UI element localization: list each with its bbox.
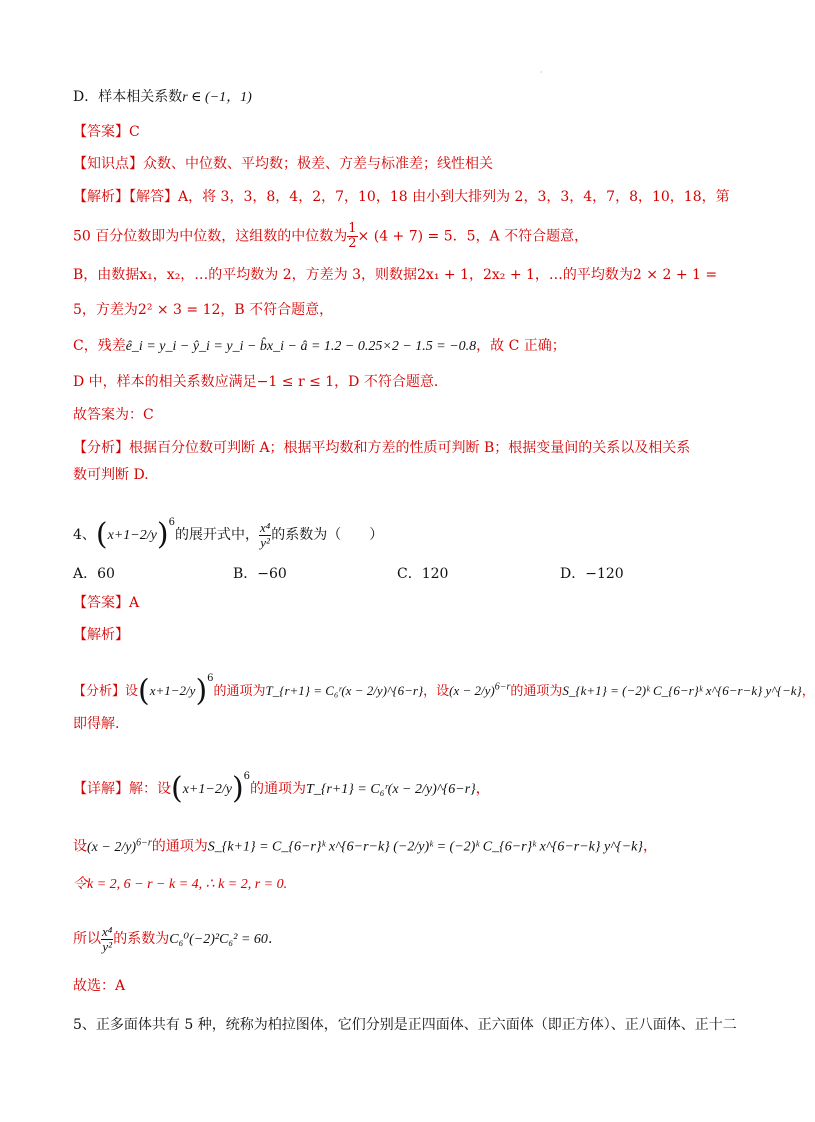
page-mark: ·	[540, 68, 543, 77]
q4-step4-math: C₆⁰(−2)²C₆² = 60	[169, 932, 268, 947]
q3-analysis-line-5	[73, 337, 566, 356]
q4-detail-power: 6	[243, 771, 251, 782]
right-paren: )	[156, 517, 169, 552]
q4-step2-mid: 的通项为	[151, 838, 208, 855]
q3-option-d-math: r ∈ (−1，1)	[182, 90, 252, 105]
q4-number: 4、	[73, 527, 96, 543]
q4-conclusion: 故选：A	[73, 978, 126, 994]
target-numerator: x⁴	[102, 923, 113, 939]
q4-detail-expr: x+1−2/y	[182, 782, 232, 797]
q4-step4-mid: 的系数为	[113, 931, 170, 947]
q4-fenxi-mid1: 的通项为	[213, 684, 266, 699]
q3-knowledge-points: 【知识点】众数、中位数、平均数；极差、方差与标准差；线性相关	[73, 156, 493, 172]
q5-stem: 5、正多面体共有 5 种，统称为柏拉图体，它们分别是正四面体、正六面体（即正方体）、正八面体、正十二	[73, 1017, 737, 1033]
q4-fenxi-S: S_{k+1} = (−2)ᵏ C_{6−r}ᵏ x^{6−r−k} y^{−k}	[562, 683, 802, 698]
q3-analysis-line-2	[73, 222, 588, 251]
q4-option-b: B．−60	[233, 566, 287, 582]
target-denominator: y²	[260, 534, 270, 550]
q3-option-d-prefix: D．样本相关系数	[73, 89, 183, 105]
q3-analysis-line-1: 【解析】【解答】A，将 3，3，8，4，2，7，10，18 由小到大排列为 2，3，3，4，7，8，10，18，第	[73, 189, 730, 205]
q4-detail-mid: 的通项为	[250, 781, 307, 797]
q3-analysis-line-2a: 50 百分位数即为中位数，这组数的中位数为	[73, 228, 348, 245]
q4-stem	[73, 508, 383, 551]
q4-step2-sub-expr: $(x - 2/y)^{6-r}$	[87, 837, 152, 855]
q4-step2-S: S_{k+1} = C_{6−r}ᵏ x^{6−r−k} (−2/y)ᵏ = (−2)ᵏ C_{6−r}ᵏ x^{6−r−k} y^{−k}	[207, 839, 643, 855]
q4-jiexi: 【解析】	[73, 627, 129, 643]
q3-analysis-line-4: 5，方差为2² × 3 = 12，B 不符合题意，	[73, 302, 334, 318]
q4-target-fraction	[259, 521, 271, 550]
q3-option-d	[73, 88, 252, 107]
left-paren: (	[138, 673, 150, 709]
q3-analysis-line-3: B，由数据x₁，x₂，…的平均数为 2，方差为 3，则数据2x₁ + 1，2x₂ + 1，…的平均数为2 × 2 + 1 =	[73, 267, 718, 283]
q4-fenxi-prefix: 【分析】设	[73, 684, 139, 699]
q3-analysis-line-5a: C，残差	[73, 338, 126, 354]
q4-step-3: 令k = 2, 6 − r − k = 4, ∴ k = 2, r = 0.	[73, 877, 288, 892]
q4-power: 6	[168, 517, 175, 528]
q4-answer: 【答案】A	[73, 595, 140, 611]
q4-fenxi-power: 6	[207, 673, 214, 684]
q4-step4-prefix: 所以	[73, 931, 101, 947]
q4-stem-end: 的系数为（ ）	[271, 527, 384, 543]
q4-fenxi-end: ，	[801, 684, 815, 699]
q3-fenxi-line-2: 数可判断 D.	[73, 467, 149, 483]
q4-expression: x+1−2/y	[107, 528, 157, 543]
q4-detail-end: ，	[475, 781, 490, 797]
q4-fenxi-sub-expr: $(x - 2/y)^{6-r}$	[449, 681, 511, 698]
q4-fenxi-line-1	[73, 664, 815, 707]
q3-conclusion: 故答案为：C	[73, 407, 154, 423]
q4-step4-end: .	[267, 931, 273, 947]
q3-fenxi-line-1: 【分析】根据百分位数可判断 A；根据平均数和方差的性质可判断 B；根据变量间的关系以及相关系	[73, 440, 691, 456]
q3-analysis-line-6: D 中，样本的相关系数应满足−1 ≤ r ≤ 1，D 不符合题意．	[73, 374, 448, 390]
q4-step-4	[73, 924, 272, 955]
q4-option-c: C．120	[397, 566, 449, 582]
q3-answer: 【答案】C	[73, 124, 140, 140]
q4-option-a: A．60	[73, 566, 115, 582]
fraction-denominator: 2	[348, 236, 357, 251]
right-paren: )	[195, 673, 208, 709]
left-paren: (	[95, 517, 108, 552]
q4-fenxi-T: T_{r+1} = C₆ʳ(x − 2/y)^{6−r}	[265, 683, 424, 698]
q3-analysis-line-2b: × (4 + 7) = 5．5，A 不符合题意，	[357, 228, 589, 245]
q4-fenxi-line-2: 即得解.	[73, 716, 120, 732]
q4-fenxi-expr: x+1−2/y	[149, 683, 196, 698]
q4-step2-end: ，	[642, 838, 657, 855]
fraction-numerator: 1	[348, 221, 357, 236]
q4-step2-prefix: 设	[73, 838, 87, 855]
target-denominator: y²	[102, 938, 112, 954]
right-paren: )	[231, 771, 244, 806]
q4-step-2	[73, 828, 657, 863]
q4-fenxi-mid2: ，设	[423, 684, 450, 699]
q4-detail-line-1	[73, 762, 490, 805]
q4-fenxi-mid3: 的通项为	[510, 684, 563, 699]
left-paren: (	[171, 771, 183, 806]
residual-formula: ê_i = y_i − ŷ_i = y_i − b̂x_i − â = 1.2 − 0.25×2 − 1.5 = −0.8	[125, 339, 477, 354]
q4-stem-mid: 的展开式中，	[174, 527, 259, 543]
q4-detail-prefix: 【详解】解：设	[73, 781, 171, 797]
fraction-one-half	[347, 222, 357, 251]
q4-detail-T: T_{r+1} = C₆ʳ(x − 2/y)^{6−r}	[306, 782, 476, 797]
q4-step4-fraction	[101, 925, 113, 954]
q3-analysis-line-5b: ，故 C 正确；	[476, 338, 566, 354]
target-numerator: x⁴	[259, 519, 271, 535]
q4-option-d: D．−120	[560, 566, 624, 582]
